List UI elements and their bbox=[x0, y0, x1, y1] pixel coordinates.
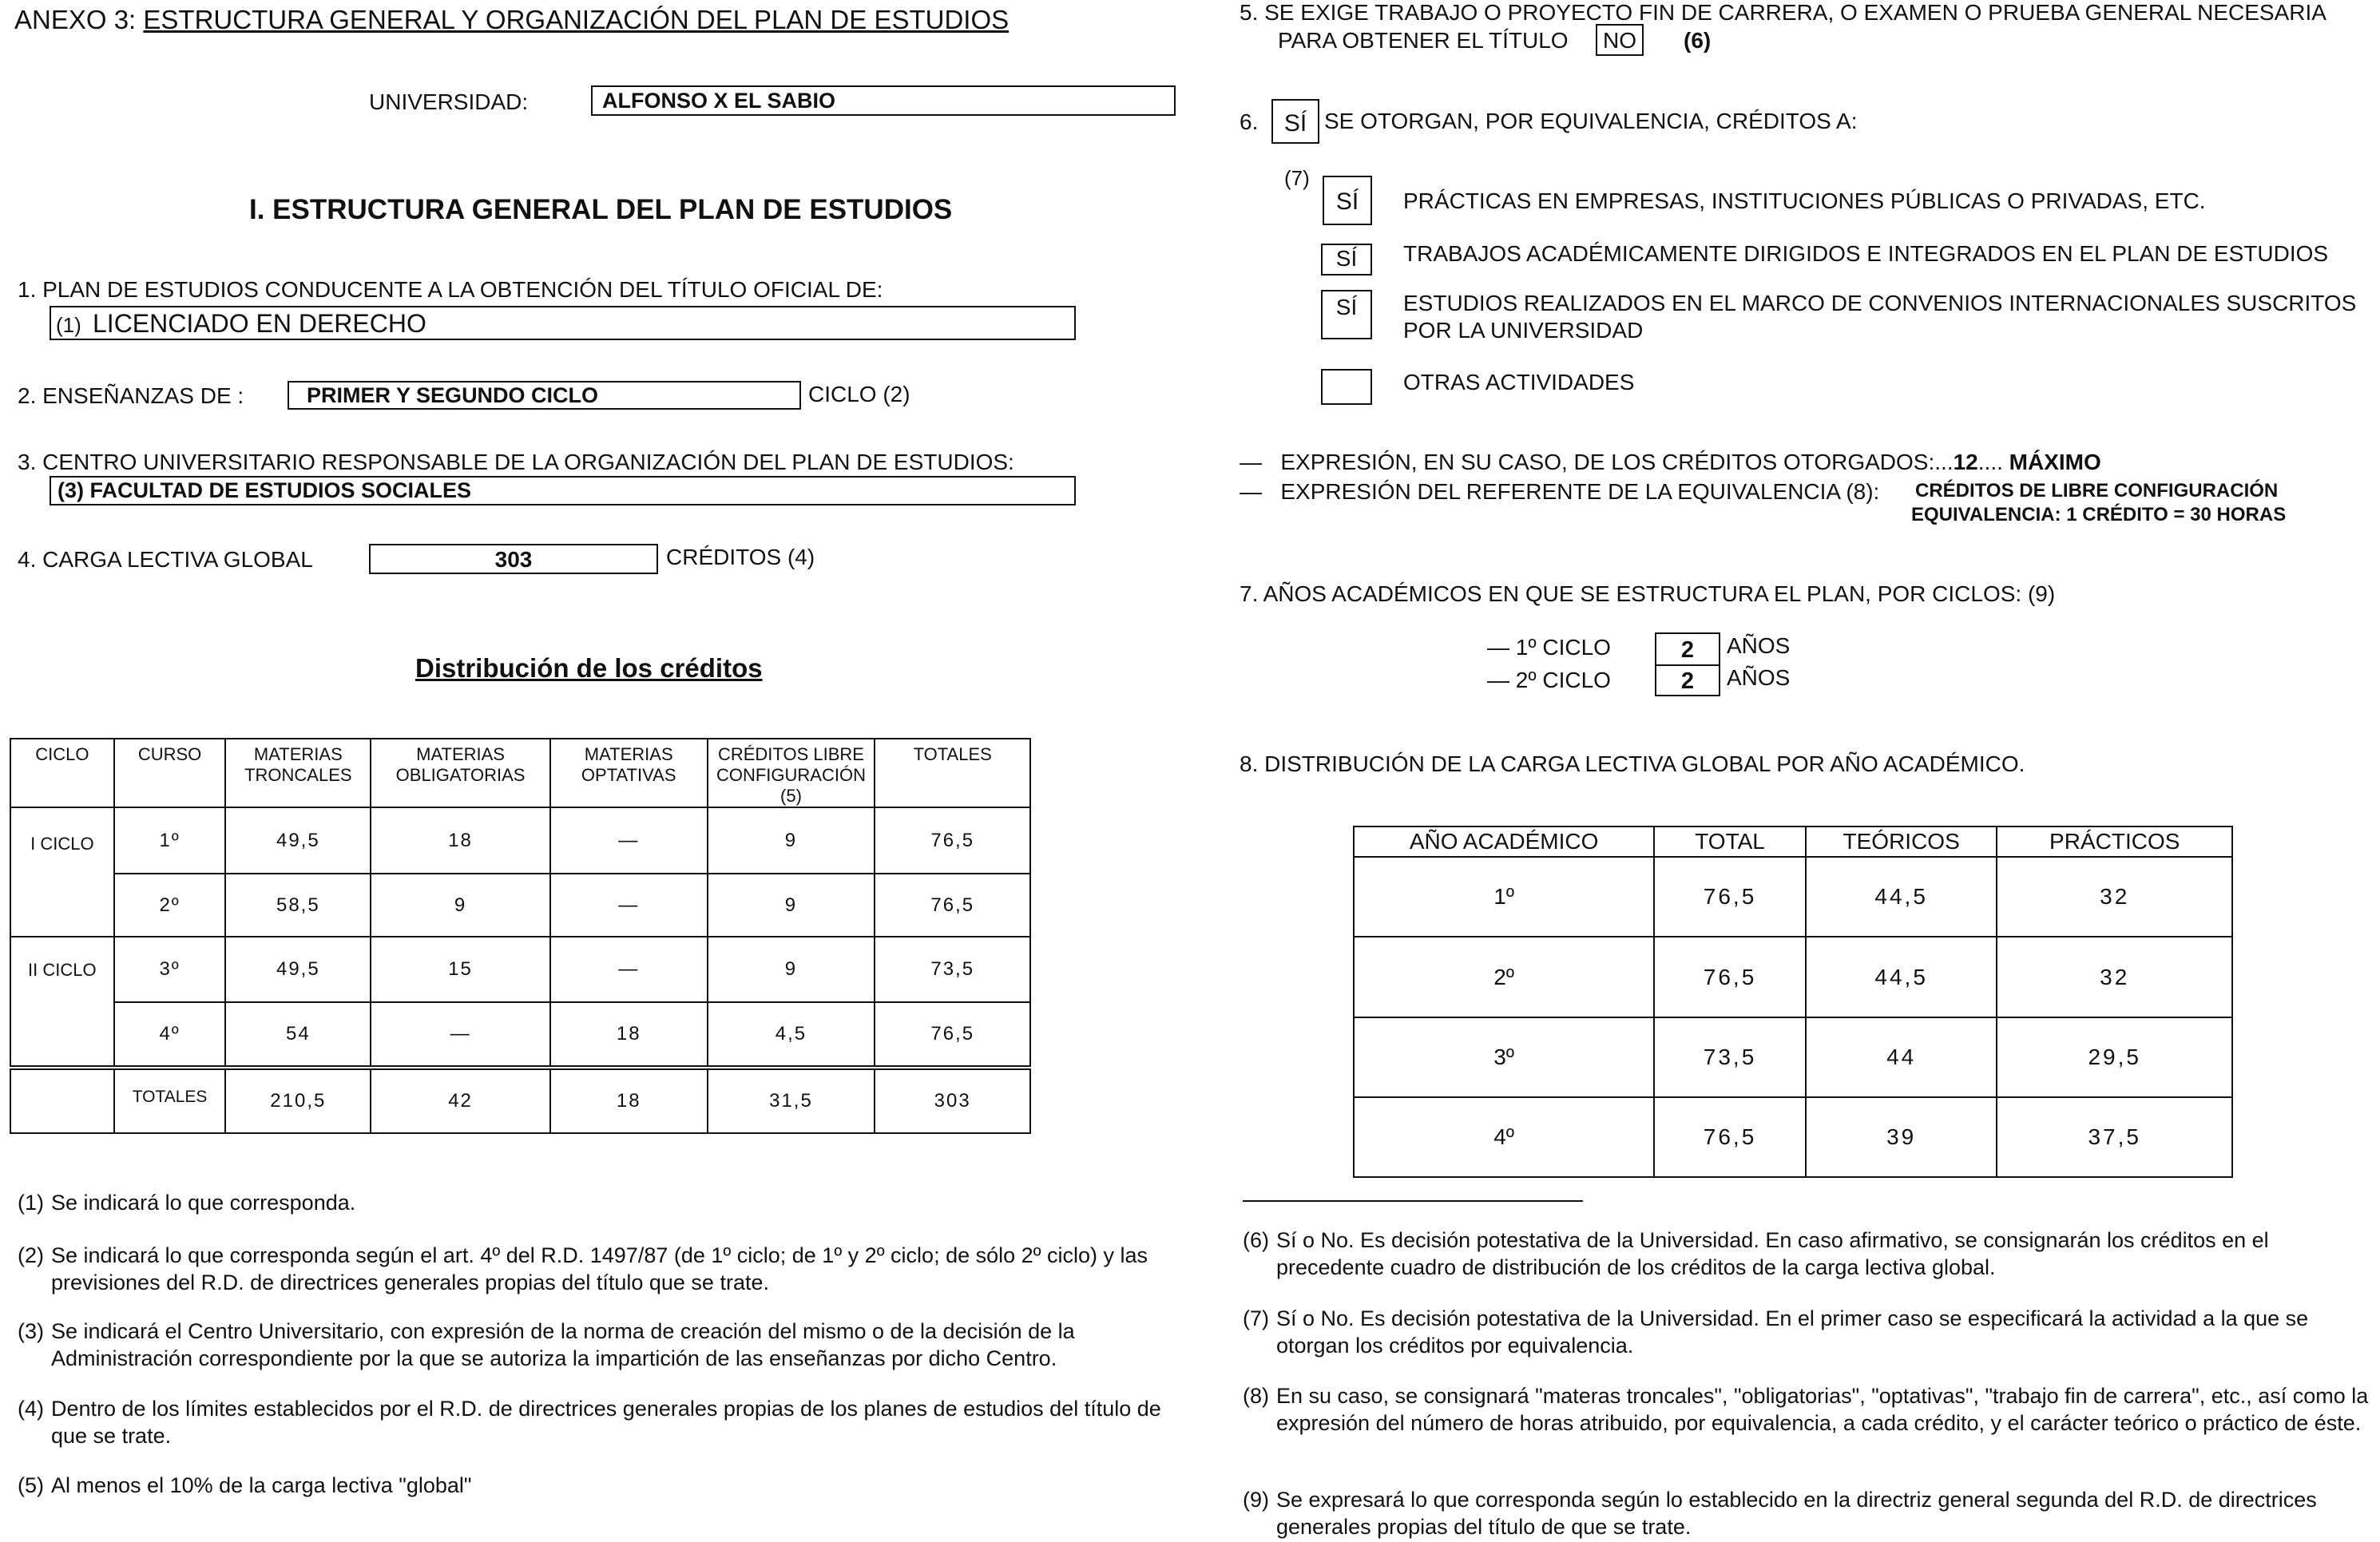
dash: — bbox=[1240, 479, 1262, 504]
footnote-num: (9) bbox=[1243, 1488, 1269, 1512]
option-box bbox=[1321, 290, 1372, 339]
cell-totales: 76,5 bbox=[875, 1002, 1030, 1068]
dash: — bbox=[1240, 450, 1262, 474]
option-mark: SÍ bbox=[1335, 295, 1358, 319]
header-curso: CURSO bbox=[114, 739, 226, 807]
cell-optativas: 18 bbox=[550, 1002, 708, 1068]
cycle-1-years-field bbox=[1655, 632, 1720, 664]
table-row bbox=[1354, 857, 2232, 937]
cell-total: 76,5 bbox=[1654, 937, 1806, 1017]
cell-total: 76,5 bbox=[1654, 857, 1806, 937]
totals-totales: 303 bbox=[875, 1068, 1030, 1133]
footnote-text: Se indicará lo que corresponda según el art. 4º del R.D. 1497/87 (de 1º ciclo; de 1º y 2º ciclo; de sólo 2º ciclo) y las previsiones del R.D. de directrices generales propias del título que se trate. bbox=[51, 1243, 1148, 1294]
university-value: ALFONSO X EL SABIO bbox=[602, 89, 836, 113]
item-6-value: SÍ bbox=[1283, 110, 1307, 137]
cycle-2-years-label: — 2º CICLO bbox=[1487, 668, 1611, 692]
cell-curso: 1º bbox=[114, 807, 226, 874]
cell-libre: 9 bbox=[708, 937, 875, 1002]
option-text: OTRAS ACTIVIDADES bbox=[1403, 370, 1635, 394]
footnote-num: (4) bbox=[18, 1397, 44, 1421]
year-header-row bbox=[1354, 826, 2232, 857]
footnote-7 bbox=[1243, 1305, 2369, 1359]
cell-teoricos: 39 bbox=[1806, 1097, 1997, 1177]
item-4-label: 4. CARGA LECTIVA GLOBAL bbox=[18, 547, 313, 572]
expression-1 bbox=[1240, 450, 2101, 475]
item-1-value: LICENCIADO EN DERECHO bbox=[93, 309, 426, 338]
cell-practicos: 32 bbox=[1997, 857, 2232, 937]
footnote-1 bbox=[18, 1189, 1184, 1216]
cell-teoricos: 44,5 bbox=[1806, 857, 1997, 937]
expression-1-max: MÁXIMO bbox=[2009, 450, 2101, 474]
footnote-num: (5) bbox=[18, 1473, 44, 1497]
item-5-ref: (6) bbox=[1684, 28, 1712, 53]
year-distribution-table bbox=[1353, 826, 2233, 1178]
option-text: PRÁCTICAS EN EMPRESAS, INSTITUCIONES PÚBLICAS O PRIVADAS, ETC. bbox=[1403, 188, 2206, 213]
expression-2-label: EXPRESIÓN DEL REFERENTE DE LA EQUIVALENCIA (8): bbox=[1280, 479, 1880, 504]
header-year: AÑO ACADÉMICO bbox=[1354, 826, 1654, 857]
header-teoricos: TEÓRICOS bbox=[1806, 826, 1997, 857]
cell-totales: 76,5 bbox=[875, 874, 1030, 937]
cell-optativas: — bbox=[550, 807, 708, 874]
footnote-text: En su caso, se consignará "materas troncales", "obligatorias", "optativas", "trabajo fin de carrera", etc., así como la expresión del número de horas atribuido, por equivalencia, a cada crédito, y el carácter teórico o práctico de éste. bbox=[1276, 1384, 2369, 1435]
table-row bbox=[1354, 1097, 2232, 1177]
footnote-text: Se expresará lo que corresponda según lo establecido en la directriz general segunda del R.D. de directrices generales propias del título de que se trate. bbox=[1276, 1488, 2317, 1539]
option-text: TRABAJOS ACADÉMICAMENTE DIRIGIDOS E INTEGRADOS EN EL PLAN DE ESTUDIOS bbox=[1403, 241, 2329, 266]
expression-1-dots: .... bbox=[1977, 450, 2003, 474]
footnote-5 bbox=[18, 1472, 1184, 1499]
header-total: TOTAL bbox=[1654, 826, 1806, 857]
expression-1-label: EXPRESIÓN, EN SU CASO, DE LOS CRÉDITOS OTORGADOS:... bbox=[1280, 450, 1954, 474]
header-libre-ref: (5) bbox=[780, 786, 802, 806]
totals-row bbox=[10, 1068, 1030, 1133]
totals-optativas: 18 bbox=[550, 1068, 708, 1133]
cell-obligatorias: 9 bbox=[371, 874, 550, 937]
table-row bbox=[1354, 937, 2232, 1017]
cell-obligatorias: 15 bbox=[371, 937, 550, 1002]
option-text-line2: POR LA UNIVERSIDAD bbox=[1403, 318, 1644, 343]
cell-troncales: 49,5 bbox=[225, 937, 371, 1002]
footnote-num: (7) bbox=[1243, 1306, 1269, 1330]
option-box bbox=[1323, 176, 1372, 225]
option-box-empty bbox=[1321, 369, 1372, 405]
cycle-1-years-label: — 1º CICLO bbox=[1487, 635, 1611, 660]
item-3-label: 3. CENTRO UNIVERSITARIO RESPONSABLE DE LA ORGANIZACIÓN DEL PLAN DE ESTUDIOS: bbox=[18, 450, 1014, 474]
option-box bbox=[1321, 244, 1372, 275]
distribution-table bbox=[10, 738, 1031, 1134]
item-1-ref: (1) bbox=[56, 313, 81, 337]
item-4-suffix: CRÉDITOS (4) bbox=[666, 545, 815, 569]
cell-troncales: 58,5 bbox=[225, 874, 371, 937]
cycle-2-years-value: 2 bbox=[1680, 668, 1695, 694]
totals-libre: 31,5 bbox=[708, 1068, 875, 1133]
cell-optativas: — bbox=[550, 874, 708, 937]
annex-label: ANEXO 3: bbox=[14, 5, 137, 34]
cycle-2-years-field bbox=[1655, 664, 1720, 696]
cell-obligatorias: 18 bbox=[371, 807, 550, 874]
item-6-num: 6. bbox=[1240, 109, 1259, 134]
cell-troncales: 54 bbox=[225, 1002, 371, 1068]
distribution-title: Distribución de los créditos bbox=[415, 653, 763, 683]
cycle-1-years-value: 2 bbox=[1680, 637, 1695, 663]
cycle-2-label: II CICLO bbox=[10, 937, 114, 1068]
expression-2 bbox=[1240, 479, 1879, 505]
cell-year: 3º bbox=[1354, 1017, 1654, 1097]
footnote-4 bbox=[18, 1395, 1184, 1449]
footnote-num: (3) bbox=[18, 1319, 44, 1343]
header-ciclo: CICLO bbox=[10, 739, 114, 807]
totals-obligatorias: 42 bbox=[371, 1068, 550, 1133]
item-7-label: 7. AÑOS ACADÉMICOS EN QUE SE ESTRUCTURA EL PLAN, POR CICLOS: (9) bbox=[1240, 581, 2056, 606]
footnote-6 bbox=[1243, 1227, 2369, 1281]
footnote-9 bbox=[1243, 1486, 2369, 1540]
option-mark: SÍ bbox=[1335, 188, 1359, 215]
option-text: ESTUDIOS REALIZADOS EN EL MARCO DE CONVENIOS INTERNACIONALES SUSCRITOS bbox=[1403, 291, 2357, 315]
cycle-2-years-unit: AÑOS bbox=[1727, 665, 1791, 690]
item-6-label: SE OTORGAN, POR EQUIVALENCIA, CRÉDITOS A: bbox=[1324, 109, 1858, 133]
cycle-1-years-unit: AÑOS bbox=[1727, 633, 1791, 658]
footnote-num: (6) bbox=[1243, 1228, 1269, 1252]
item-2-field bbox=[288, 381, 801, 410]
header-troncales: MATERIAS TRONCALES bbox=[225, 739, 371, 807]
cell-troncales: 49,5 bbox=[225, 807, 371, 874]
cell-libre: 9 bbox=[708, 807, 875, 874]
item-5-line1: 5. SE EXIGE TRABAJO O PROYECTO FIN DE CARRERA, O EXAMEN O PRUEBA GENERAL NECESARIA bbox=[1240, 0, 2326, 25]
cell-blank bbox=[10, 1068, 114, 1133]
cell-libre: 4,5 bbox=[708, 1002, 875, 1068]
footnote-num: (2) bbox=[18, 1243, 44, 1267]
footnote-text: Se indicará el Centro Universitario, con expresión de la norma de creación del mismo o de la decisión de la Administración correspondiente por la que se autoriza la impartición de las enseñanzas por dicho Centro. bbox=[51, 1319, 1075, 1370]
cell-curso: 2º bbox=[114, 874, 226, 937]
expression-2-value-1: CRÉDITOS DE LIBRE CONFIGURACIÓN bbox=[1915, 480, 2279, 501]
header-optativas: MATERIAS OPTATIVAS bbox=[550, 739, 708, 807]
cell-practicos: 37,5 bbox=[1997, 1097, 2232, 1177]
footnote-divider bbox=[1243, 1200, 1583, 1202]
cell-year: 1º bbox=[1354, 857, 1654, 937]
totals-label: TOTALES bbox=[114, 1068, 226, 1133]
item-5-value: NO bbox=[1603, 28, 1636, 53]
cell-teoricos: 44 bbox=[1806, 1017, 1997, 1097]
item-2-suffix: CICLO (2) bbox=[808, 382, 910, 406]
option-mark: SÍ bbox=[1335, 246, 1358, 271]
cell-curso: 4º bbox=[114, 1002, 226, 1068]
expression-1-value: 12 bbox=[1953, 450, 1978, 474]
header-libre-label: CRÉDITOS LIBRE CONFIGURACIÓN bbox=[716, 744, 866, 785]
header-libre bbox=[708, 739, 875, 807]
cell-practicos: 32 bbox=[1997, 937, 2232, 1017]
footnote-3 bbox=[18, 1318, 1184, 1372]
cell-curso: 3º bbox=[114, 937, 226, 1002]
cell-optativas: — bbox=[550, 937, 708, 1002]
header-practicos: PRÁCTICOS bbox=[1997, 826, 2232, 857]
header-obligatorias: MATERIAS OBLIGATORIAS bbox=[371, 739, 550, 807]
annex-heading bbox=[14, 5, 1009, 35]
item-1-label: 1. PLAN DE ESTUDIOS CONDUCENTE A LA OBTENCIÓN DEL TÍTULO OFICIAL DE: bbox=[18, 277, 883, 302]
section-title: I. ESTRUCTURA GENERAL DEL PLAN DE ESTUDIOS bbox=[249, 194, 953, 225]
cell-totales: 76,5 bbox=[875, 807, 1030, 874]
item-1-field bbox=[50, 306, 1076, 340]
item-2-value: PRIMER Y SEGUNDO CICLO bbox=[307, 383, 599, 407]
cell-totales: 73,5 bbox=[875, 937, 1030, 1002]
footnote-8 bbox=[1243, 1382, 2369, 1437]
table-row bbox=[10, 937, 1030, 1002]
item-5-field bbox=[1596, 24, 1644, 56]
item-2-label: 2. ENSEÑANZAS DE : bbox=[18, 383, 244, 408]
item-6-ref: (7) bbox=[1284, 166, 1310, 190]
expression-2-value-2: EQUIVALENCIA: 1 CRÉDITO = 30 HORAS bbox=[1911, 504, 2287, 525]
footnote-2 bbox=[18, 1242, 1184, 1296]
distribution-header-row bbox=[10, 739, 1030, 807]
cycle-1-label: I CICLO bbox=[10, 807, 114, 937]
footnote-text: Se indicará lo que corresponda. bbox=[51, 1191, 356, 1215]
item-3-value: (3) FACULTAD DE ESTUDIOS SOCIALES bbox=[58, 478, 472, 502]
item-5-line2: PARA OBTENER EL TÍTULO bbox=[1278, 28, 1569, 53]
university-label: UNIVERSIDAD: bbox=[369, 89, 529, 114]
item-4-value: 303 bbox=[494, 547, 533, 572]
totals-troncales: 210,5 bbox=[225, 1068, 371, 1133]
footnote-text: Al menos el 10% de la carga lectiva "global" bbox=[51, 1473, 472, 1497]
footnote-num: (8) bbox=[1243, 1384, 1269, 1408]
cell-total: 73,5 bbox=[1654, 1017, 1806, 1097]
item-4-field bbox=[369, 544, 658, 574]
footnote-text: Sí o No. Es decisión potestativa de la Universidad. En el primer caso se especificará la actividad a la que se otorgan los créditos por equivalencia. bbox=[1276, 1306, 2309, 1358]
cell-obligatorias: — bbox=[371, 1002, 550, 1068]
cell-year: 2º bbox=[1354, 937, 1654, 1017]
footnote-text: Dentro de los límites establecidos por el R.D. de directrices generales propias de los planes de estudios del título de que se trate. bbox=[51, 1397, 1161, 1448]
header-totales: TOTALES bbox=[875, 739, 1030, 807]
table-row bbox=[10, 807, 1030, 874]
item-6-field bbox=[1271, 99, 1319, 144]
footnote-text: Sí o No. Es decisión potestativa de la Universidad. En caso afirmativo, se consignarán los créditos en el precedente cuadro de distribución de los créditos de la carga lectiva global. bbox=[1276, 1228, 2269, 1279]
cell-libre: 9 bbox=[708, 874, 875, 937]
cell-year: 4º bbox=[1354, 1097, 1654, 1177]
university-field bbox=[591, 85, 1176, 116]
annex-title: ESTRUCTURA GENERAL Y ORGANIZACIÓN DEL PLAN DE ESTUDIOS bbox=[143, 5, 1010, 34]
item-3-field bbox=[50, 476, 1076, 505]
table-row bbox=[10, 1002, 1030, 1068]
table-row bbox=[10, 874, 1030, 937]
item-8-label: 8. DISTRIBUCIÓN DE LA CARGA LECTIVA GLOBAL POR AÑO ACADÉMICO. bbox=[1240, 751, 2025, 776]
table-row bbox=[1354, 1017, 2232, 1097]
footnote-num: (1) bbox=[18, 1191, 44, 1215]
cell-practicos: 29,5 bbox=[1997, 1017, 2232, 1097]
cell-total: 76,5 bbox=[1654, 1097, 1806, 1177]
cell-teoricos: 44,5 bbox=[1806, 937, 1997, 1017]
